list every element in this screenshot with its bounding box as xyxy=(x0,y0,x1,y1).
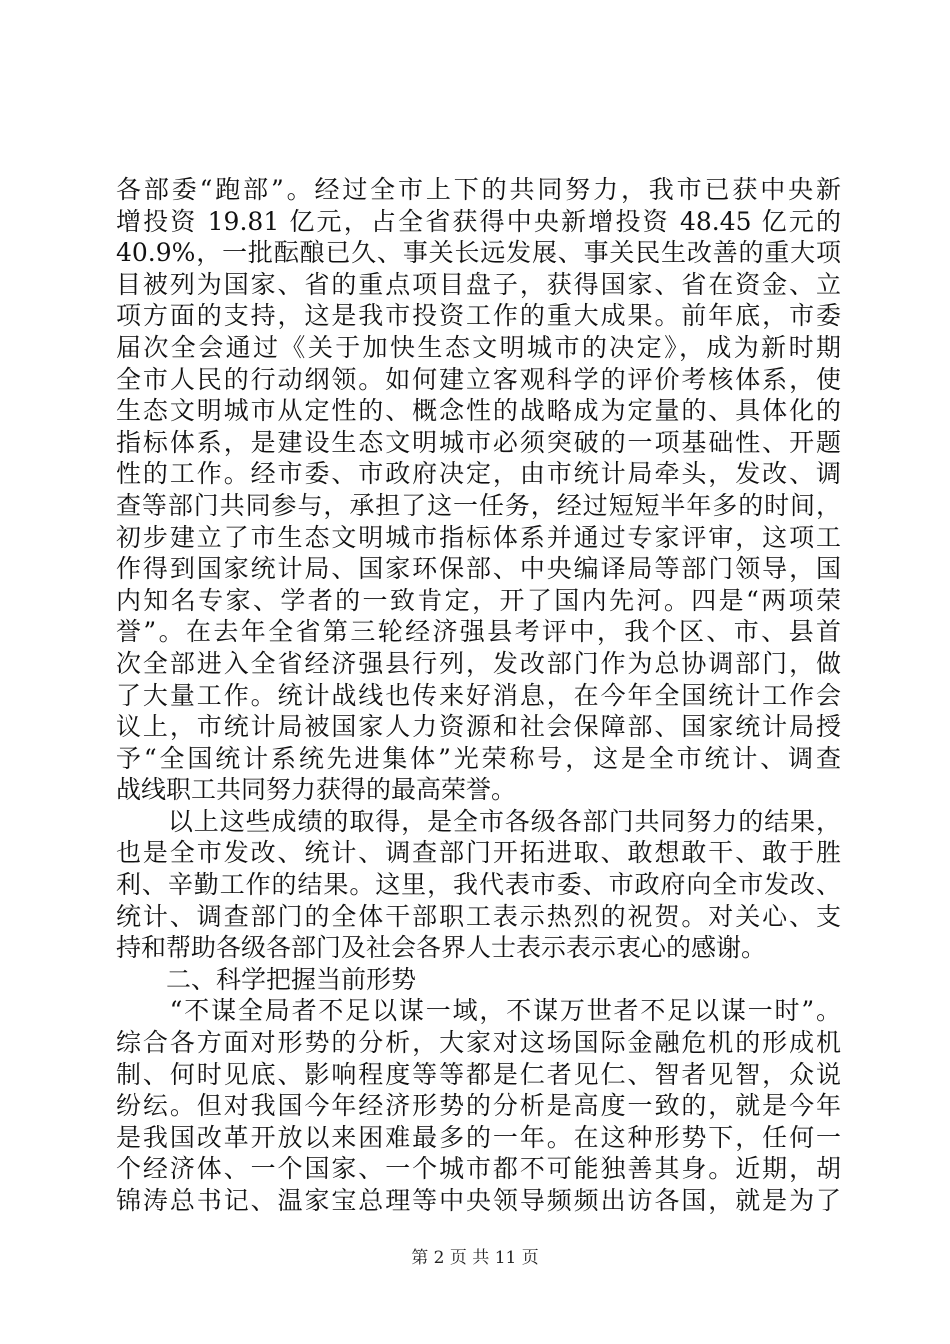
text-line: 利、辛勤工作的结果。这里，我代表市委、市政府向全市发改、 xyxy=(116,870,841,900)
text-line: 初步建立了市生态文明城市指标体系并通过专家评审，这项工 xyxy=(116,522,841,552)
text-line: 以上这些成绩的取得，是全市各级各部门共同努力的结果， xyxy=(116,806,841,836)
text-line: 次全部进入全省经济强县行列，发改部门作为总协调部门，做 xyxy=(116,648,841,678)
text-line: “不谋全局者不足以谋一域，不谋万世者不足以谋一时”。 xyxy=(116,996,841,1026)
text-line: 予“全国统计系统先进集体”光荣称号，这是全市统计、调查 xyxy=(116,743,841,773)
text-line: 也是全市发改、统计、调查部门开拓进取、敢想敢干、敢于胜 xyxy=(116,838,841,868)
text-line: 增投资 19.81 亿元，占全省获得中央新增投资 48.45 亿元的 xyxy=(116,206,841,236)
text-line: 40.9%，一批酝酿已久、事关长远发展、事关民生改善的重大项 xyxy=(116,238,841,268)
text-line: 锦涛总书记、温家宝总理等中央领导频频出访各国，就是为了 xyxy=(116,1186,841,1215)
text-line: 指标体系，是建设生态文明城市必须突破的一项基础性、开题 xyxy=(116,427,841,457)
text-line: 誉”。在去年全省第三轮经济强县考评中，我个区、市、县首 xyxy=(116,617,841,647)
text-line: 是我国改革开放以来困难最多的一年。在这种形势下，任何一 xyxy=(116,1122,841,1152)
text-line: 查等部门共同参与，承担了这一任务，经过短短半年多的时间， xyxy=(116,490,841,520)
text-line: 全市人民的行动纲领。如何建立客观科学的评价考核体系，使 xyxy=(116,364,841,394)
text-line: 议上，市统计局被国家人力资源和社会保障部、国家统计局授 xyxy=(116,712,841,742)
text-line: 目被列为国家、省的重点项目盘子，获得国家、省在资金、立 xyxy=(116,269,841,299)
text-line: 制、何时见底、影响程度等等都是仁者见仁、智者见智，众说 xyxy=(116,1059,841,1089)
text-line: 了大量工作。统计战线也传来好消息，在今年全国统计工作会 xyxy=(116,680,841,710)
paragraph-end-line: 持和帮助各级各部门及社会各界人士表示表示衷心的感谢。 xyxy=(116,933,767,963)
text-line: 内知名专家、学者的一致肯定，开了国内先河。四是“两项荣 xyxy=(116,585,841,615)
text-line: 生态文明城市从定性的、概念性的战略成为定量的、具体化的 xyxy=(116,396,841,426)
text-line: 作得到国家统计局、国家环保部、中央编译局等部门领导，国 xyxy=(116,554,841,584)
text-line: 纷纭。但对我国今年经济形势的分析是高度一致的，就是今年 xyxy=(116,1091,841,1121)
text-line: 项方面的支持，这是我市投资工作的重大成果。前年底，市委 xyxy=(116,301,841,331)
text-line: 性的工作。经市委、市政府决定，由市统计局牵头，发改、调 xyxy=(116,459,841,489)
text-line: 个经济体、一个国家、一个城市都不可能独善其身。近期，胡 xyxy=(116,1154,841,1184)
paragraph-end-line: 战线职工共同努力获得的最高荣誉。 xyxy=(116,775,517,805)
text-line: 统计、调查部门的全体干部职工表示热烈的祝贺。对关心、支 xyxy=(116,901,841,931)
text-line: 综合各方面对形势的分析，大家对这场国际金融危机的形成机 xyxy=(116,1028,841,1058)
text-line: 各部委“跑部”。经过全市上下的共同努力，我市已获中央新 xyxy=(116,175,841,204)
page-number-footer: 第 2 页 共 11 页 xyxy=(411,1248,539,1268)
section-heading: 二、科学把握当前形势 xyxy=(116,964,417,994)
text-line: 届次全会通过《关于加快生态文明城市的决定》，成为新时期 xyxy=(116,332,841,362)
body-text xyxy=(116,174,841,1217)
